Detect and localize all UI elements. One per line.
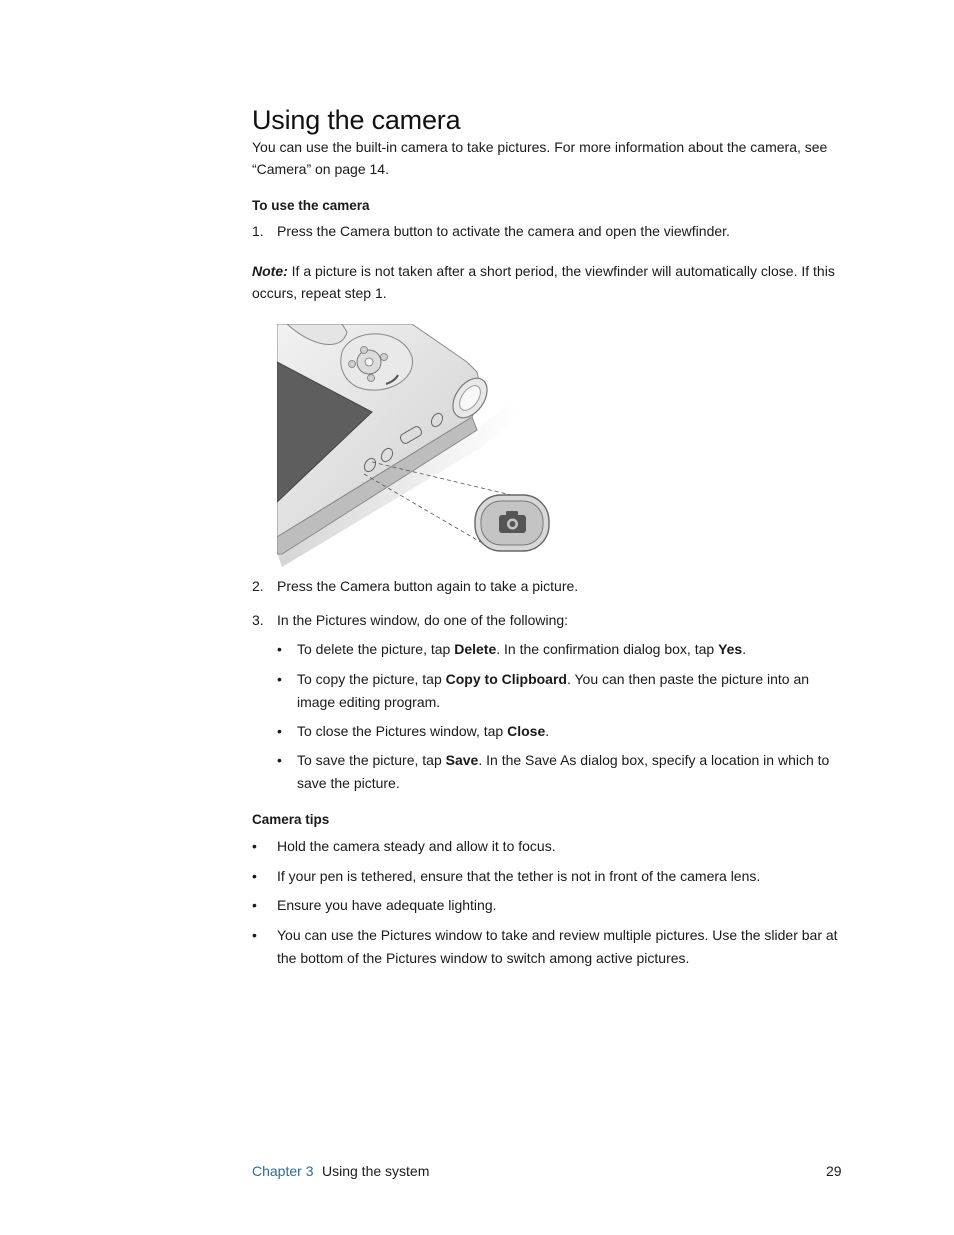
option-delete	[277, 638, 844, 661]
note-label: Note:	[252, 263, 288, 279]
bullet: •	[252, 927, 257, 943]
tip-item	[252, 835, 844, 858]
step-1	[252, 220, 844, 242]
option-save	[277, 749, 844, 794]
footer-section: Using the system	[322, 1163, 430, 1179]
camera-icon	[475, 495, 549, 551]
bullet: •	[252, 838, 257, 854]
step-3	[252, 609, 844, 631]
page-number: 29	[826, 1163, 842, 1179]
tip-text: Ensure you have adequate lighting.	[277, 897, 497, 913]
bullet: •	[252, 897, 257, 913]
tip-item	[252, 894, 844, 917]
option-text: To save the picture, tap Save. In the Save As dialog box, specify a location in which to save the picture.	[297, 752, 830, 791]
tip-item	[252, 865, 844, 888]
bullet: •	[277, 671, 282, 687]
page-title: Using the camera	[252, 105, 461, 135]
step-text: In the Pictures window, do one of the following:	[277, 612, 569, 628]
tip-item	[252, 924, 844, 969]
note-text: If a picture is not taken after a short period, the viewfinder will automatically close. If this occurs, repeat step 1.	[252, 263, 835, 301]
step-2	[252, 575, 844, 597]
tip-text: You can use the Pictures window to take and review multiple pictures. Use the slider bar at the bottom of the Pictures window to switch among active pictures.	[277, 927, 838, 966]
step-number: 3.	[252, 612, 264, 628]
footer-chapter: Chapter 3	[252, 1163, 314, 1179]
tips-heading: Camera tips	[252, 812, 330, 827]
tip-text: If your pen is tethered, ensure that the tether is not in front of the camera lens.	[277, 868, 761, 884]
option-text: To delete the picture, tap Delete. In the confirmation dialog box, tap Yes.	[297, 641, 747, 657]
note-paragraph	[252, 260, 844, 304]
camera-button-figure	[272, 322, 562, 572]
step-text: Press the Camera button again to take a picture.	[277, 578, 579, 594]
bullet: •	[277, 723, 282, 739]
option-text: To copy the picture, tap Copy to Clipboard. You can then paste the picture into an image editing program.	[297, 671, 810, 710]
bullet: •	[277, 752, 282, 768]
bullet: •	[252, 868, 257, 884]
procedure-heading: To use the camera	[252, 198, 370, 213]
step-number: 2.	[252, 578, 264, 594]
option-text: To close the Pictures window, tap Close.	[297, 723, 550, 739]
step-text: Press the Camera button to activate the camera and open the viewfinder.	[277, 223, 730, 239]
intro-paragraph: You can use the built-in camera to take pictures. For more information about the camera, see “Camera” on page 14.	[252, 139, 828, 177]
bullet: •	[277, 641, 282, 657]
option-copy	[277, 668, 844, 713]
tip-text: Hold the camera steady and allow it to focus.	[277, 838, 556, 854]
option-close	[277, 720, 844, 743]
step-number: 1.	[252, 223, 264, 239]
